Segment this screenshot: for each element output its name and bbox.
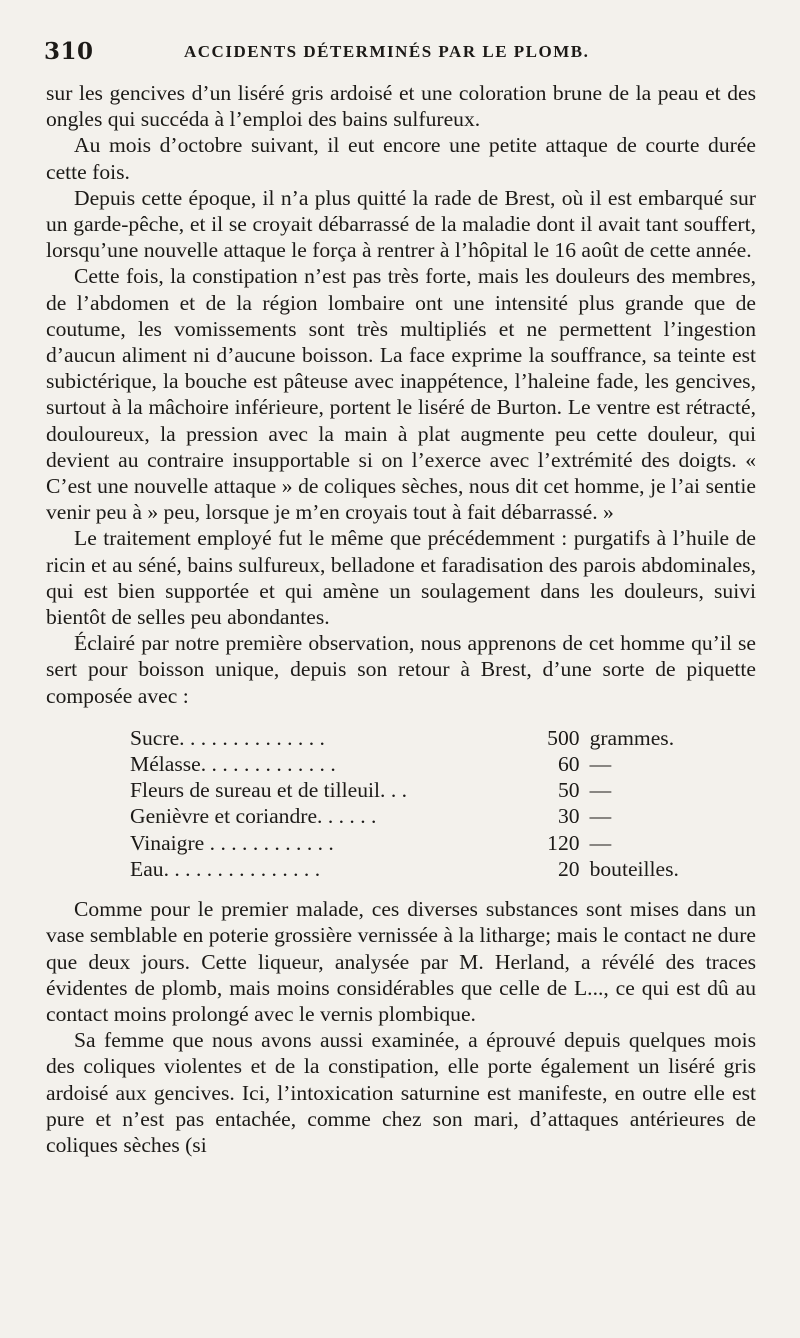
recipe-quantity: 60 [557, 752, 580, 777]
paragraph: Cette fois, la constipation n’est pas très forte, mais les douleurs des membres, de l’abdomen et de la région lombaire ont une intensité plus grande que de coutume, les vomissements sont très multipliés et ne permettent l’ingestion d’aucun aliment ni d’aucune boisson. La face exprime la souffrance, sa teinte est subictérique, la bouche est pâteuse avec inappétence, l’haleine fade, les gencives, surtout à la mâchoire inférieure, portent le liséré de Burton. Le ventre est rétracté, douloureux, la pression avec la main à plat augmente peu cette douleur, qui devient au contraire insupportable si on l’exerce avec l’extrémité des doigts. « C’est une nouvelle attaque » de coliques sèches, nous dit cet homme, je l’ai sentie venir peu à » peu, lorsque je m’en croyais tout à fait débarrassé. » [46, 264, 756, 525]
recipe-row [130, 803, 710, 829]
recipe-quantity: 30 [557, 804, 580, 829]
recipe-ingredient: Vinaigre . . . . . . . . . . . . [130, 830, 334, 855]
paragraph: Sa femme que nous avons aussi examinée, a éprouvé depuis quelques mois des coliques violentes et de la constipation, elle porte également un liséré gris ardoisé aux gencives. Ici, l’intoxication saturnine est manifeste, en outre elle est pure et n’est pas entachée, comme chez son mari, d’attaques antérieures de coliques sèches (si [46, 1028, 756, 1157]
paragraph: Comme pour le premier malade, ces diverses substances sont mises dans un vase semblable en poterie grossière vernissée à la litharge; mais le contact ne dure que deux jours. Cette liqueur, analysée par M. Herland, a révélé des traces évidentes de plomb, mais moins considérables que celle de L..., ce qui est dû au contact moins prolongé avec le vernis plombique. [46, 897, 756, 1026]
recipe-row [130, 751, 710, 777]
paragraph: Depuis cette époque, il n’a plus quitté la rade de Brest, où il est embarqué sur un garde-pêche, et il se croyait débarrassé de la maladie dont il avait tant souffert, lorsqu’une nouvelle attaque le força à rentrer à l’hôpital le 16 août de cette année. [46, 185, 756, 263]
recipe-ingredient: Eau. . . . . . . . . . . . . . . [130, 856, 321, 881]
recipe-unit: grammes. [589, 725, 675, 750]
page-number: 310 [44, 38, 94, 65]
body-text [46, 80, 756, 1158]
recipe-ingredient: Sucre. . . . . . . . . . . . . . [130, 725, 325, 750]
recipe-row [130, 725, 710, 751]
recipe-row [130, 777, 710, 803]
paragraph: Éclairé par notre première observation, nous apprenons de cet homme qu’il se sert pour boisson unique, depuis son retour à Brest, d’une sorte de piquette composée avec : [46, 631, 756, 708]
page-header [44, 38, 756, 68]
recipe-unit: bouteilles. [589, 856, 679, 881]
recipe-quantity: 50 [557, 778, 580, 803]
paragraph: Au mois d’octobre suivant, il eut encore une petite attaque de courte durée cette fois. [46, 133, 756, 184]
recipe-quantity: 500 [547, 725, 580, 750]
paragraph: Le traitement employé fut le même que précédemment : purgatifs à l’huile de ricin et au séné, bains sulfureux, belladone et faradisation des parois abdominales, qui est bien supportée et qui amène un soulagement dans les douleurs, suivi bientôt de selles peu abondantes. [46, 526, 756, 630]
recipe-quantity: 120 [547, 830, 580, 855]
recipe-unit: — [589, 752, 612, 777]
recipe-ingredient: Mélasse. . . . . . . . . . . . . [130, 752, 336, 777]
recipe-row [130, 856, 710, 882]
recipe-unit: — [589, 804, 612, 829]
recipe-unit: — [589, 778, 612, 803]
recipe-ingredient: Genièvre et coriandre. . . . . . [130, 804, 377, 829]
recipe-row [130, 830, 710, 856]
paragraph: sur les gencives d’un liséré gris ardoisé et une coloration brune de la peau et des ongles qui succéda à l’emploi des bains sulfureux. [46, 81, 756, 132]
recipe-quantity: 20 [557, 856, 580, 881]
recipe-ingredient: Fleurs de sureau et de tilleuil. . . [130, 778, 408, 803]
recipe-unit: — [589, 830, 612, 855]
recipe-table [130, 725, 710, 882]
running-title: ACCIDENTS DÉTERMINÉS PAR LE PLOMB. [184, 42, 590, 61]
